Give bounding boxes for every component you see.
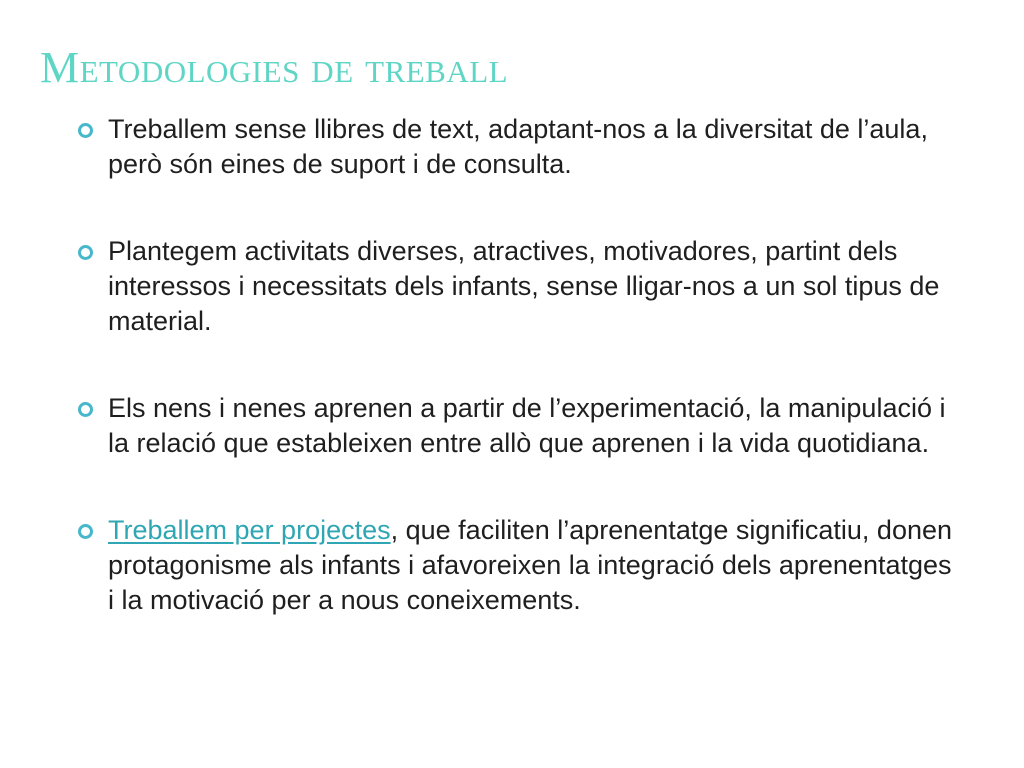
bullet-item-1 [78,112,958,182]
circle-bullet-icon [78,402,93,417]
bullet-item-2 [78,234,958,339]
bullet-text: Treballem sense llibres de text, adaptant-nos a la diversitat de l’aula, però són eines de suport i de consulta. [108,114,928,179]
bullet-text-block [108,515,952,615]
bullet-item-3 [78,391,958,461]
bullet-list [78,112,958,618]
slide-title: Metodologies de treball [40,43,509,92]
circle-bullet-icon [78,524,93,539]
bullet-text: Plantegem activitats diverses, atractives, motivadores, partint dels interessos i necessitats dels infants, sense lligar-nos a un sol tipus de material. [108,236,940,336]
projects-link[interactable]: Treballem per projectes [108,515,391,545]
bullet-text: Els nens i nenes aprenen a partir de l’experimentació, la manipulació i la relació que estableixen entre allò que aprenen i la vida quotidiana. [108,393,946,458]
bullet-text: , que faciliten l’aprenentatge significatiu, donen protagonisme als infants i afavoreixen la integració dels aprenentatges i la motivació per a nous coneixements. [108,515,953,615]
circle-bullet-icon [78,123,93,138]
circle-bullet-icon [78,245,93,260]
bullet-item-4 [78,513,958,618]
